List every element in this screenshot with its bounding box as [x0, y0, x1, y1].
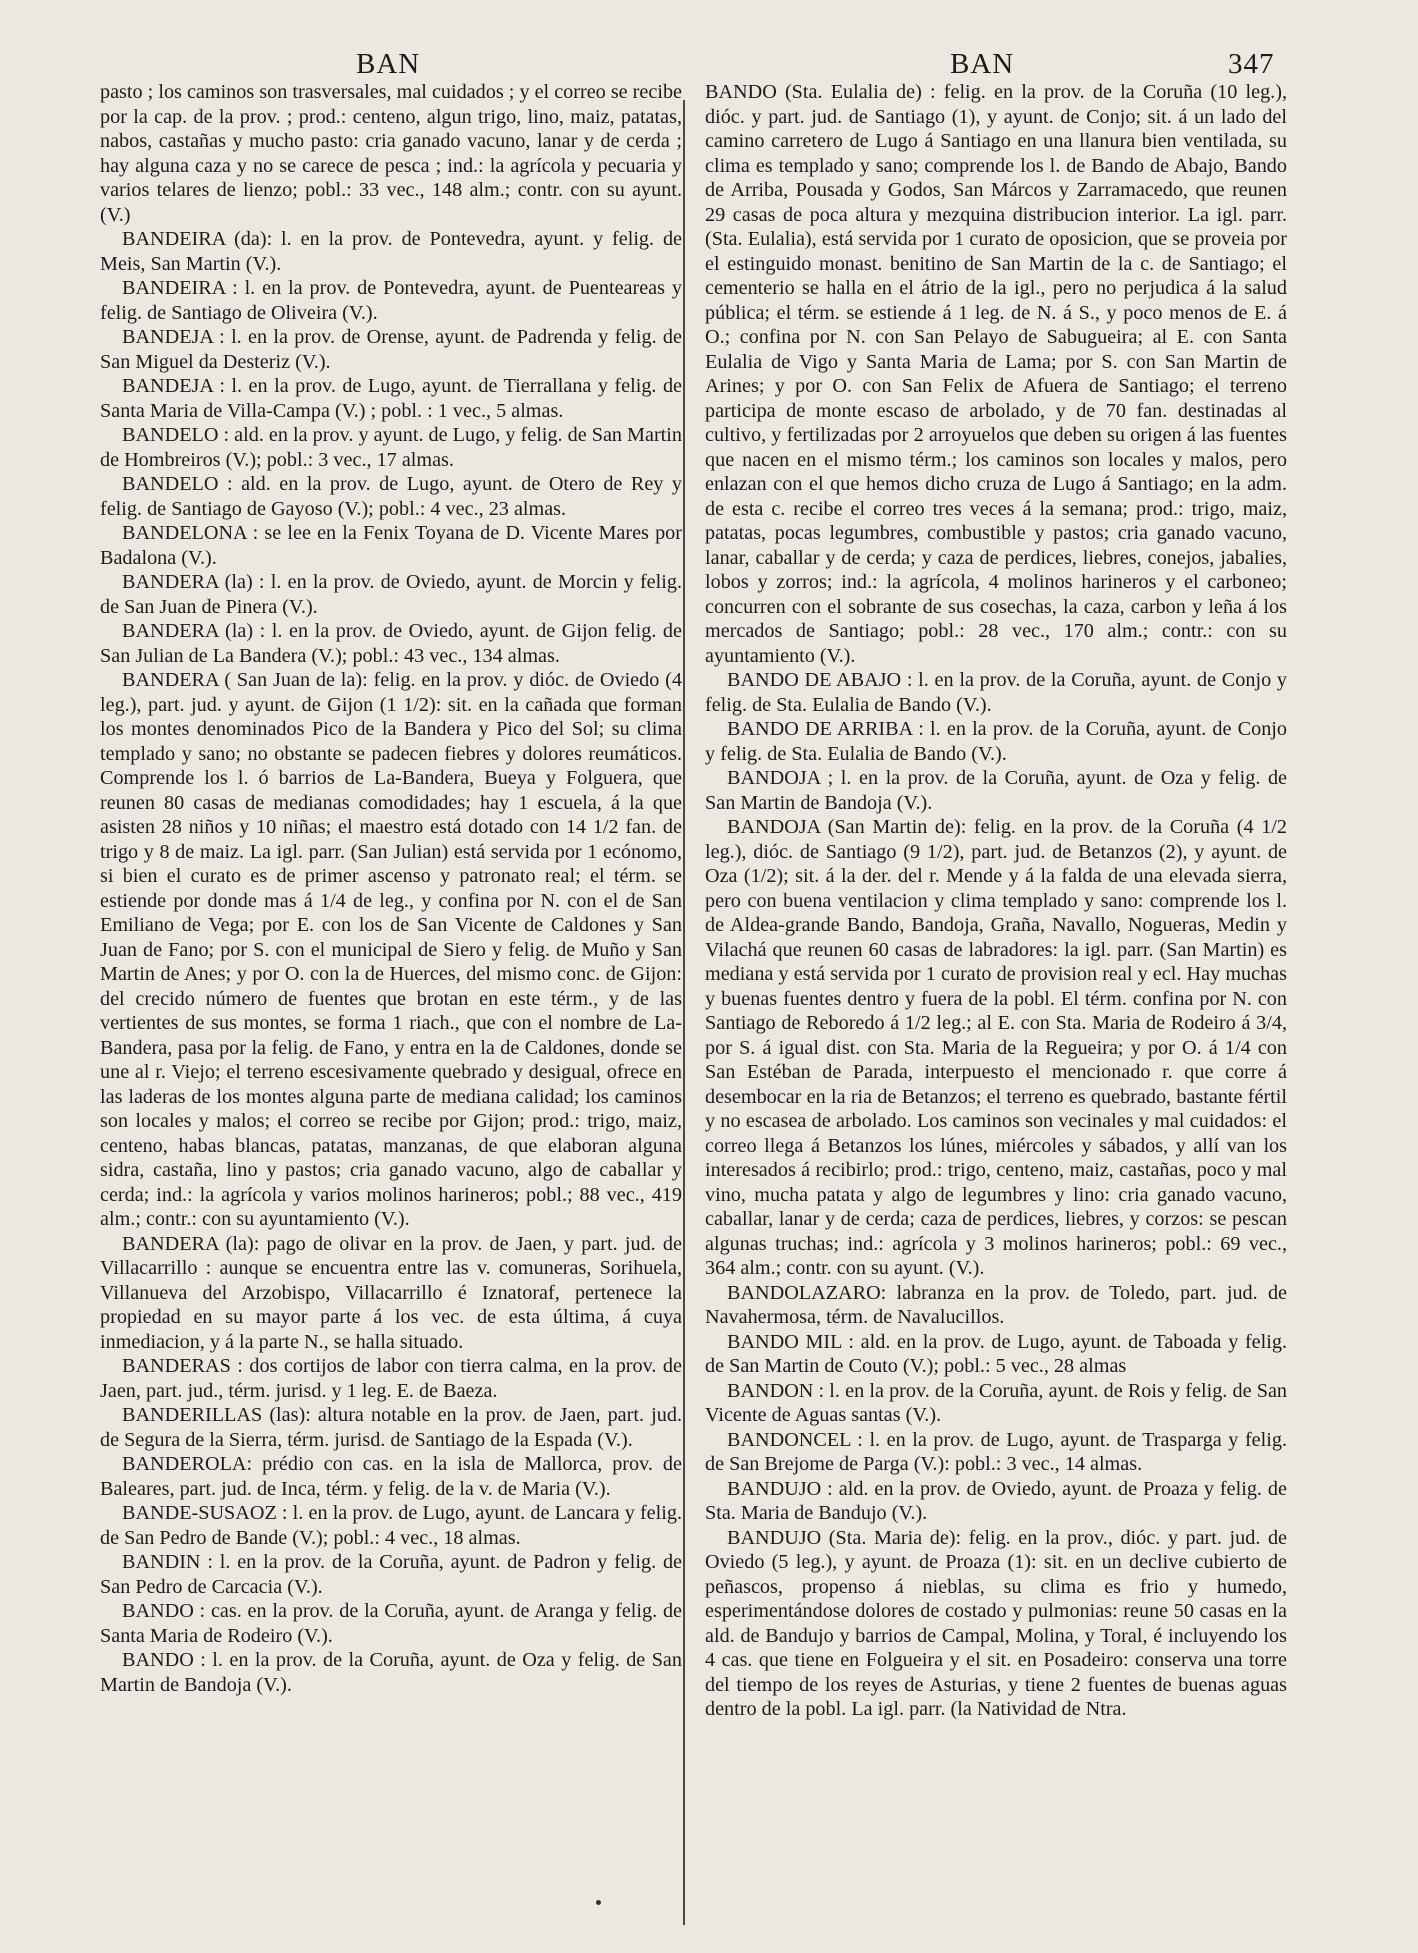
dictionary-entry: BANDELO : ald. en la prov. de Lugo, ayunt. de Otero de Rey y felig. de Santiago de Gayoso (V.); pobl.: 4 vec., 23 almas.	[100, 473, 682, 520]
dictionary-entry: BANDERA (la) : l. en la prov. de Oviedo, ayunt. de Gijon felig. de San Julian de La Bandera (V.); pobl.: 43 vec., 134 almas.	[100, 620, 682, 667]
dictionary-entry: BANDEIRA : l. en la prov. de Pontevedra, ayunt. de Puenteareas y felig. de Santiago de Oliveira (V.).	[100, 277, 682, 324]
dictionary-entry: BANDONCEL : l. en la prov. de Lugo, ayunt. de Trasparga y felig. de San Brejome de Parga (V.): pobl.: 3 vec., 14 almas.	[705, 1428, 1287, 1475]
dictionary-entry: BANDOLAZARO: labranza en la prov. de Toledo, part. jud. de Navahermosa, térm. de Navalucillos.	[705, 1281, 1287, 1328]
dictionary-entry: BANDEIRA (da): l. en la prov. de Pontevedra, ayunt. y felig. de Meis, San Martin (V.).	[100, 228, 682, 275]
dictionary-entry: BANDEROLA: prédio con cas. en la isla de Mallorca, prov. de Baleares, part. jud. de Inca, térm. y felig. de la v. de Maria (V.).	[100, 1453, 682, 1500]
right-column	[705, 80, 1287, 1722]
dictionary-entry: BANDOJA ; l. en la prov. de la Coruña, ayunt. de Oza y felig. de San Martin de Bandoja (V.).	[705, 767, 1287, 814]
dictionary-entry: BANDON : l. en la prov. de la Coruña, ayunt. de Rois y felig. de San Vicente de Aguas santas (V.).	[705, 1379, 1287, 1426]
dictionary-entry: BANDO MIL : ald. en la prov. de Lugo, ayunt. de Taboada y felig. de San Martin de Couto (V.); pobl.: 5 vec., 28 almas	[705, 1330, 1287, 1377]
dictionary-entry: BANDO : l. en la prov. de la Coruña, ayunt. de Oza y felig. de San Martin de Bandoja (V.).	[100, 1649, 682, 1696]
dictionary-entry: BANDO (Sta. Eulalia de) : felig. en la prov. de la Coruña (10 leg.), dióc. y part. jud. de Santiago (1), y ayunt. de Conjo; sit. á un lado del camino carretero de Lugo á Santiago en una llanura bien ventilada, su clima es templado y sano; comprende los l. de Bando de Abajo, Bando de Arriba, Pousada y Godos, San Márcos y Zarramacedo, que reunen 29 casas de poca altura y mezquina distribucion interior. La igl. parr. (Sta. Eulalia), está servida por 1 curato de oposicion, que se proveia por el estinguido monast. benitino de San Martin de la c. de Santiago; el cementerio se halla en el átrio de la igl., pero no perjudica á la salud pública; el térm. se estiende á 1 leg. de N. á S., y poco menos de E. á O.; confina por N. con San Pelayo de Sabugueira; al E. con Santa Eulalia de Vigo y Santa Maria de Lama; por S. con San Martin de Arines; y por O. con San Felix de Afuera de Santiago; el terreno participa de monte escaso de arbolado, y de 70 fan. destinadas al cultivo, y fertilizadas por 2 arroyuelos que deben su origen á las fuentes que nacen en el mismo térm.; los caminos son locales y malos, pero enlazan con el que hemos dicho cruza de Lugo á Santiago; en la adm. de esta c. recibe el correo tres veces á la semana; prod.: trigo, maiz, patatas, pocas legumbres, combustible y pastos; cria ganado vacuno, lanar, caballar y de cerda; y caza de perdices, liebres, conejos, jabalies, lobos y zorros; ind.: la agrícola, 4 molinos harineros y el carboneo; concurren con el sobrante de sus cosechas, la caza, carbon y leña á los mercados de Santiago; pobl.: 28 vec., 170 alm.; contr.: con su ayuntamiento (V.).	[705, 81, 1287, 667]
dictionary-entry: BANDEJA : l. en la prov. de Orense, ayunt. de Padrenda y felig. de San Miguel da Desteriz (V.).	[100, 326, 682, 373]
dictionary-entry: pasto ; los caminos son trasversales, mal cuidados ; y el correo se recibe por la cap. de la prov. ; prod.: centeno, algun trigo, lino, maiz, patatas, nabos, castañas y mucho pasto: cria ganado vacuno, lanar y de cerda ; hay alguna caza y no se carece de pesca ; ind.: la agrícola y pecuaria y varios telares de lienzo; pobl.: 33 vec., 148 alm.; contr. con su ayunt. (V.)	[100, 81, 682, 226]
dictionary-entry: BANDUJO (Sta. Maria de): felig. en la prov., dióc. y part. jud. de Oviedo (5 leg.), y ayunt. de Proaza (1): sit. en un declive cubierto de peñascos, propenso á nieblas, su clima es frio y humedo, esperimentándose dolores de costado y pulmonias: reune 50 casas en la ald. de Bandujo y barrios de Campal, Molina, y Toral, é incluyendo los 4 cas. que tiene en Folgueira y el sit. en Posadeiro: conserva una torre del tiempo de los reyes de Asturias, y tiene 2 fuentes de buenas aguas dentro de la pobl. La igl. parr. (la Natividad de Ntra.	[705, 1526, 1287, 1720]
dictionary-entry: BANDUJO : ald. en la prov. de Oviedo, ayunt. de Proaza y felig. de Sta. Maria de Bandujo (V.).	[705, 1477, 1287, 1524]
dictionary-entry: BANDERA (la) : l. en la prov. de Oviedo, ayunt. de Morcin y felig. de San Juan de Pinera (V.).	[100, 571, 682, 618]
dictionary-entry: BANDOJA (San Martin de): felig. en la prov. de la Coruña (4 1/2 leg.), dióc. de Santiago (9 1/2), part. jud. de Betanzos (2), y ayunt. de Oza (1/2); sit. á la der. del r. Mende y á la falda de una elevada sierra, pero con buena ventilacion y clima templado y sano: comprende los l. de Aldea-grande Bando, Bandoja, Graña, Navallo, Nogueras, Medin y Vilachá que reunen 60 casas de labradores: la igl. parr. (San Martin) es mediana y está servida por 1 curato de provision real y ecl. Hay muchas y buenas fuentes dentro y fuera de la pobl. El térm. confina por N. con Santiago de Reboredo á 1/2 leg.; al E. con Sta. Maria de Rodeiro á 3/4, por S. á igual dist. con Sta. Maria de la Regueira; y por O. á 1/4 con San Estéban de Parada, interpuesto el mencionado r. que corre á desembocar en la ria de Betanzos; el terreno es quebrado, bastante fértil y no escasea de arbolado. Los caminos son vecinales y mal cuidados: el correo llega á Betanzos los lúnes, miércoles y sábados, y allí van los interesados á recibirlo; prod.: trigo, centeno, maiz, castañas, poco y mal vino, mucha patata y algo de legumbres y lino: cria ganado vacuno, caballar, lanar y de cerda; caza de perdices, liebres, y corzos: se pescan algunas truchas; ind.: agrícola y 3 molinos harineros; pobl.: 69 vec., 364 alm.; contr. con su ayunt. (V.).	[705, 816, 1287, 1279]
dictionary-entry: BANDERA ( San Juan de la): felig. en la prov. y dióc. de Oviedo (4 leg.), part. jud. y ayunt. de Gijon (1 1/2): sit. en la cañada que forman los montes denominados Pico de la Bandera y Pico del Sol; su clima templado y sano; no obstante se padecen fiebres y dolores reumáticos. Comprende los l. ó barrios de La-Bandera, Bueya y Folguera, que reunen 80 casas de medianas comodidades; hay 1 escuela, á la que asisten 28 niños y 10 niñas; el maestro está dotado con 14 1/2 fan. de trigo y 8 de maiz. La igl. parr. (San Julian) está servida por 1 ecónomo, si bien el curato es de primer ascenso y patronato real; el térm. se estiende por donde mas á 1/4 de leg., y confina por N. con el de San Emiliano de Vega; por E. con los de San Vicente de Caldones y San Juan de Fano; por S. con el municipal de Siero y felig. de Muño y San Martin de Anes; y por O. con la de Huerces, del mismo conc. de Gijon: del crecido número de fuentes que brotan en este térm., y de las vertientes de sus montes, se forma 1 riach., que con el nombre de La-Bandera, pasa por la felig. de Fano, y entra en la de Caldones, donde se une al r. Viejo; el terreno escesivamente quebrado y desigual, ofrece en las laderas de los montes alguna parte de mediana calidad; los caminos son locales y malos; el correo se recibe por Gijon; prod.: trigo, maiz, centeno, habas blancas, patatas, manzanas, de que elaboran alguna sidra, castaña, lino y pastos; cria ganado vacuno, algo de caballar y cerda; ind.: la agrícola y varios molinos harineros; pobl.; 88 vec., 419 alm.; contr.: con su ayuntamiento (V.).	[100, 669, 682, 1230]
dictionary-entry: BANDELONA : se lee en la Fenix Toyana de D. Vicente Mares por Badalona (V.).	[100, 522, 682, 569]
left-column	[100, 80, 682, 1697]
dictionary-entry: BANDO : cas. en la prov. de la Coruña, ayunt. de Aranga y felig. de Santa Maria de Rodeiro (V.).	[100, 1600, 682, 1647]
dictionary-entry: BANDERA (la): pago de olivar en la prov. de Jaen, y part. jud. de Villacarrillo : aunque se encuentra entre las v. comuneras, Sorihuela, Villanueva del Arzobispo, Villacarrillo é Iznatoraf, pertenece la propiedad en su mayor parte á los vec. de esta última, á cuya inmediacion, y á la parte N., se halla situado.	[100, 1232, 682, 1353]
dictionary-entry: BANDERAS : dos cortijos de labor con tierra calma, en la prov. de Jaen, part. jud., térm. jurisd. y 1 leg. E. de Baeza.	[100, 1355, 682, 1402]
page-number: 347	[1228, 48, 1275, 80]
dictionary-entry: BANDE-SUSAOZ : l. en la prov. de Lugo, ayunt. de Lancara y felig. de San Pedro de Bande (V.); pobl.: 4 vec., 18 almas.	[100, 1502, 682, 1549]
dictionary-entry: BANDO DE ARRIBA : l. en la prov. de la Coruña, ayunt. de Conjo y felig. de Sta. Eulalia de Bando (V.).	[705, 718, 1287, 765]
dictionary-entry: BANDEJA : l. en la prov. de Lugo, ayunt. de Tierrallana y felig. de Santa Maria de Villa-Campa (V.) ; pobl. : 1 vec., 5 almas.	[100, 375, 682, 422]
running-head-left: BAN	[356, 48, 421, 80]
column-divider	[683, 100, 685, 1925]
dictionary-entry: BANDIN : l. en la prov. de la Coruña, ayunt. de Padron y felig. de San Pedro de Carcacia (V.).	[100, 1551, 682, 1598]
running-head-right: BAN	[950, 48, 1015, 80]
dictionary-entry: BANDO DE ABAJO : l. en la prov. de la Coruña, ayunt. de Conjo y felig. de Sta. Eulalia de Bando (V.).	[705, 669, 1287, 716]
dictionary-entry: BANDERILLAS (las): altura notable en la prov. de Jaen, part. jud. de Segura de la Sierra, térm. jurisd. de Santiago de la Espada (V.).	[100, 1404, 682, 1451]
ink-speck	[596, 1900, 601, 1905]
dictionary-entry: BANDELO : ald. en la prov. y ayunt. de Lugo, y felig. de San Martin de Hombreiros (V.); pobl.: 3 vec., 17 almas.	[100, 424, 682, 471]
